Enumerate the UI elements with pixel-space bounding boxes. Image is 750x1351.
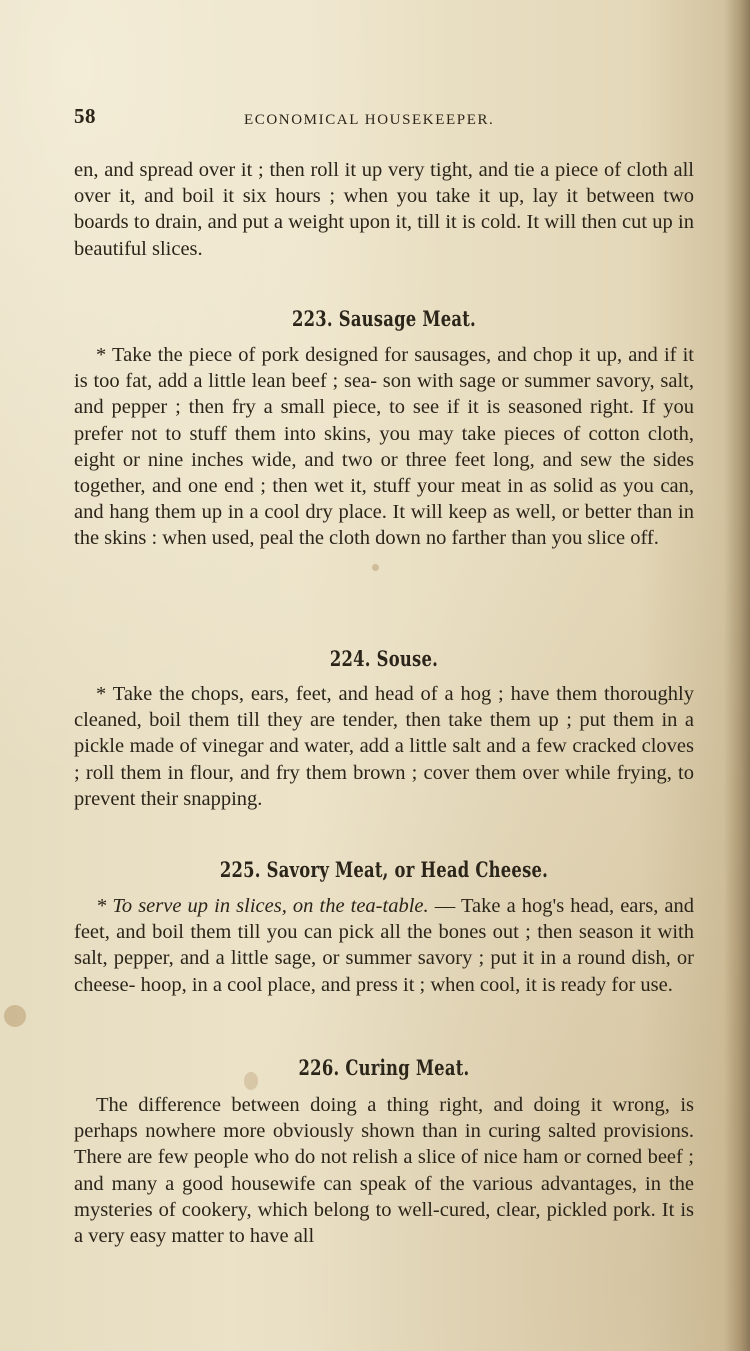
section-body-head-cheese xyxy=(74,893,694,998)
section-heading-souse: 224. Souse. xyxy=(329,646,439,671)
intro-paragraph: en, and spread over it ; then roll it up very tight, and tie a piece of cloth all over it, and boil it six hours ; when you take it up, lay it between two boards to drain, and put a weight upon it, till it is cold. It will then cut up in beautiful slices. xyxy=(74,159,694,260)
section-heading-sausage-meat: 223. Sausage Meat. xyxy=(291,306,477,331)
section-heading-head-cheese: 225. Savory Meat, or Head Cheese. xyxy=(219,857,549,882)
running-head: ECONOMICAL HOUSEKEEPER. xyxy=(244,112,495,128)
section-body-curing-meat: The difference between doing a thing right, and doing it wrong, is perhaps nowhere more obviously shown than in curing salted provisions. There are few people who do not relish a slice of nice ham or corned beef ; and many a good housewife can speak of the various advantages, in the mysteries of cookery, which belong to well-cured, clear, pickled pork. It is a very easy matter to have all xyxy=(74,1094,694,1248)
section-body-text: — Take a hog's head, ears, and feet, and boil them till you can pick all the bones out ; then season it with salt, pepper, and a little sage, or summer savory ; put it in a round dish, or cheese- hoop, in a cool place, and press it ; when cool, it is ready for use. xyxy=(74,895,695,996)
page-header xyxy=(74,104,694,136)
page-edge-shadow xyxy=(724,0,750,1351)
paper-stain xyxy=(4,1005,26,1027)
section-heading-curing-meat: 226. Curing Meat. xyxy=(298,1055,470,1080)
section-body-sausage-meat: * Take the piece of pork designed for sausages, and chop it up, and if it is too fat, add a little lean beef ; sea- son with sage or summer savory, salt, and pepper ; then fry a small piece, to see if it is seasoned right. If you prefer not to stuff them into skins, you may take pieces of cotton cloth, eight or nine inches wide, and two or three feet long, and sew the sides together, and one end ; then wet it, stuff your meat in as solid as you can, and hang them up in a cool dry place. It will keep as well, or better than in the skins : when used, peal the cloth down no farther than you slice off. xyxy=(74,344,694,550)
section-italic-lead: * To serve up in slices, on the tea-table. xyxy=(96,895,429,917)
paper-stain xyxy=(372,564,379,571)
page-number: 58 xyxy=(74,104,96,128)
section-body-souse: * Take the chops, ears, feet, and head of a hog ; have them thoroughly cleaned, boil them till they are tender, then take them up ; put them in a pickle made of vinegar and water, add a little salt and a few cracked cloves ; roll them in flour, and fry them brown ; cover them over while frying, to prevent their snapping. xyxy=(74,683,694,810)
